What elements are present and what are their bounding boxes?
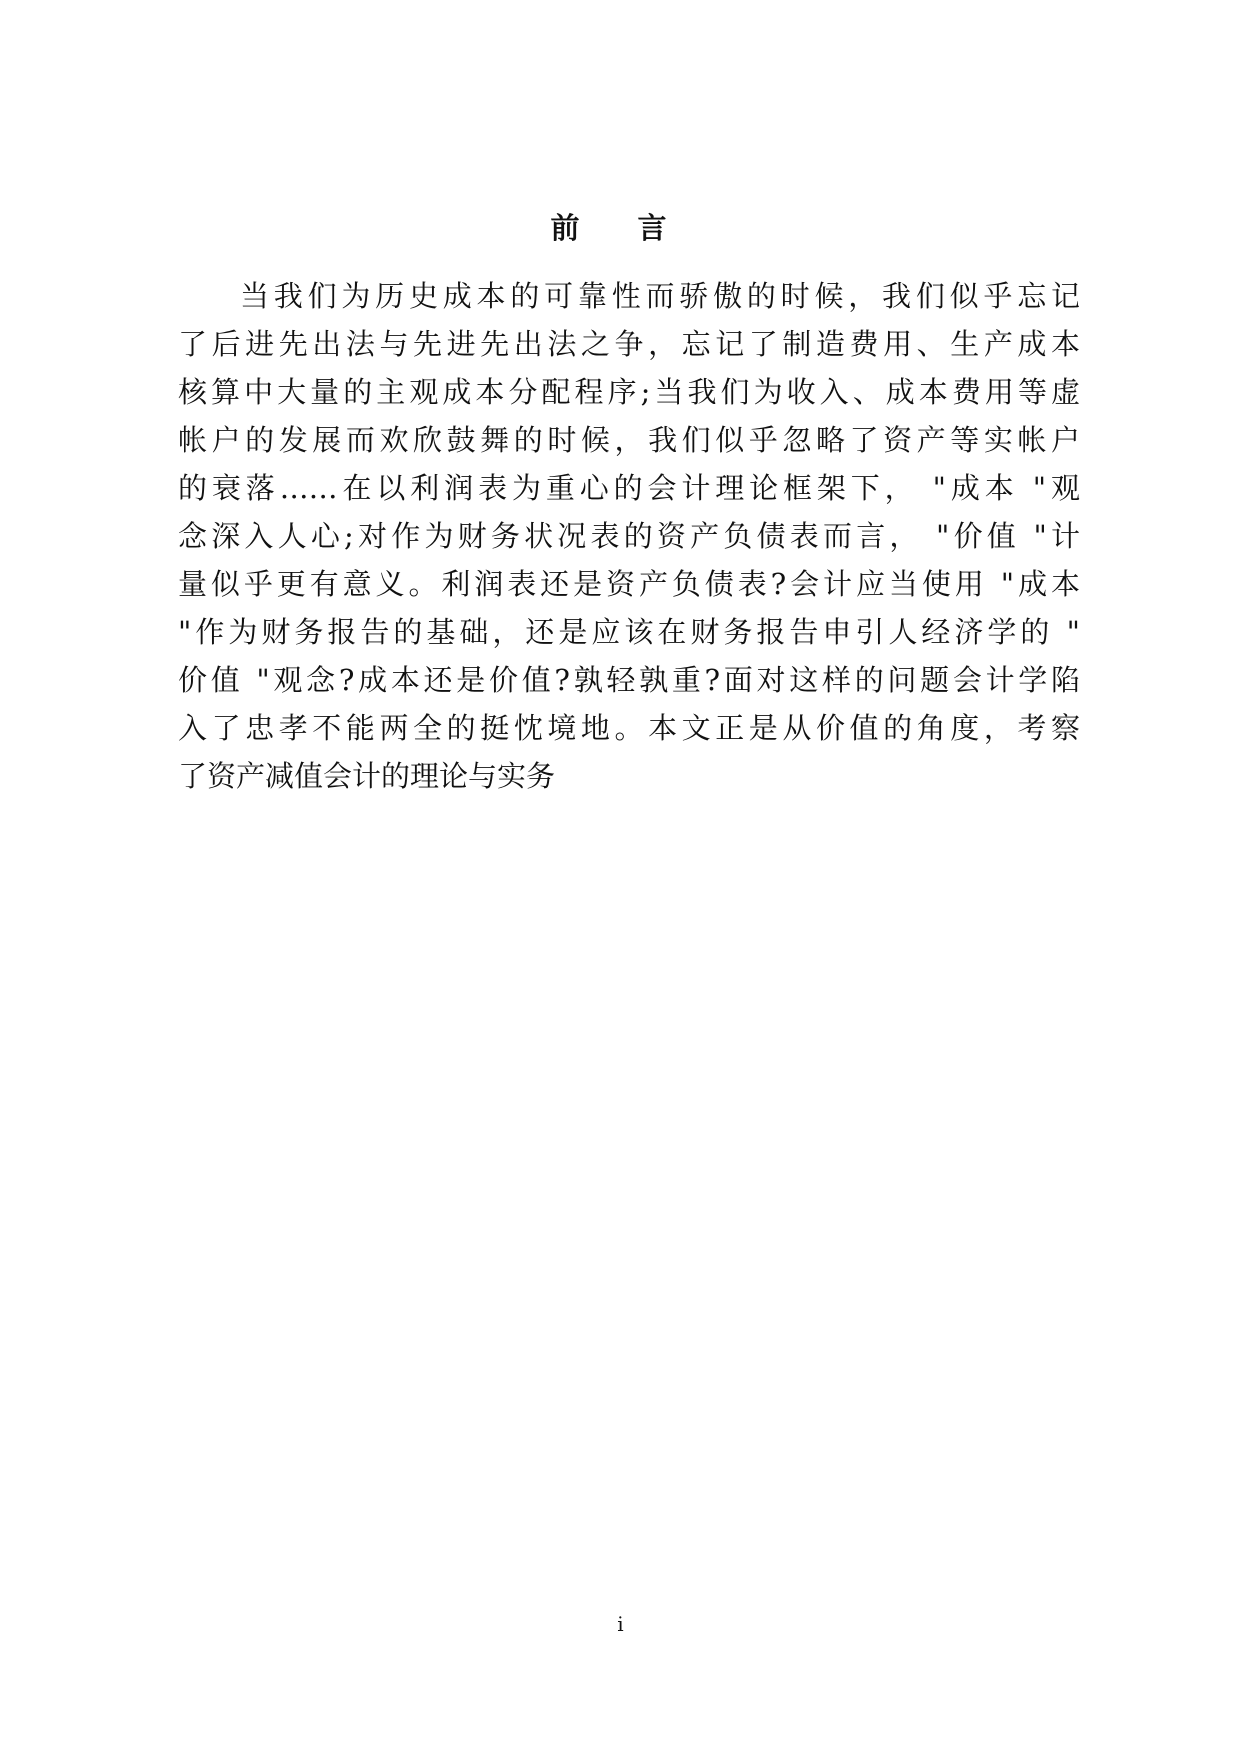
paragraph-line: 帐户的发展而欢欣鼓舞的时候，我们似乎忽略了资产等实帐户 (178, 423, 1080, 457)
paragraph-line: 的衰落……在以利润表为重心的会计理论框架下， "成本 "观 (178, 471, 1080, 505)
preface-paragraph (178, 272, 1080, 800)
paragraph-line: "作为财务报告的基础，还是应该在财务报告申引人经济学的 " (178, 615, 1080, 649)
paragraph-line: 了后进先出法与先进先出法之争，忘记了制造费用、生产成本 (178, 327, 1080, 361)
page-number: i (617, 1612, 624, 1636)
page-title: 前 言 (550, 211, 691, 245)
paragraph-line: 价值 "观念?成本还是价值?孰轻孰重?面对这样的问题会计学陷 (178, 663, 1080, 697)
paragraph-line: 核算中大量的主观成本分配程序;当我们为收入、成本费用等虚 (178, 375, 1080, 409)
paragraph-line: 入了忠孝不能两全的挺忱境地。本文正是从价值的角度，考察 (178, 711, 1080, 745)
paragraph-line: 量似乎更有意义。利润表还是资产负债表?会计应当使用 "成本 (178, 567, 1080, 601)
paragraph-line: 当我们为历史成本的可靠性而骄傲的时候，我们似乎忘记 (240, 279, 1080, 313)
paragraph-line: 念深入人心;对作为财务状况表的资产负债表而言， "价值 "计 (178, 519, 1080, 553)
paragraph-line: 了资产减值会计的理论与实务 (178, 759, 556, 793)
